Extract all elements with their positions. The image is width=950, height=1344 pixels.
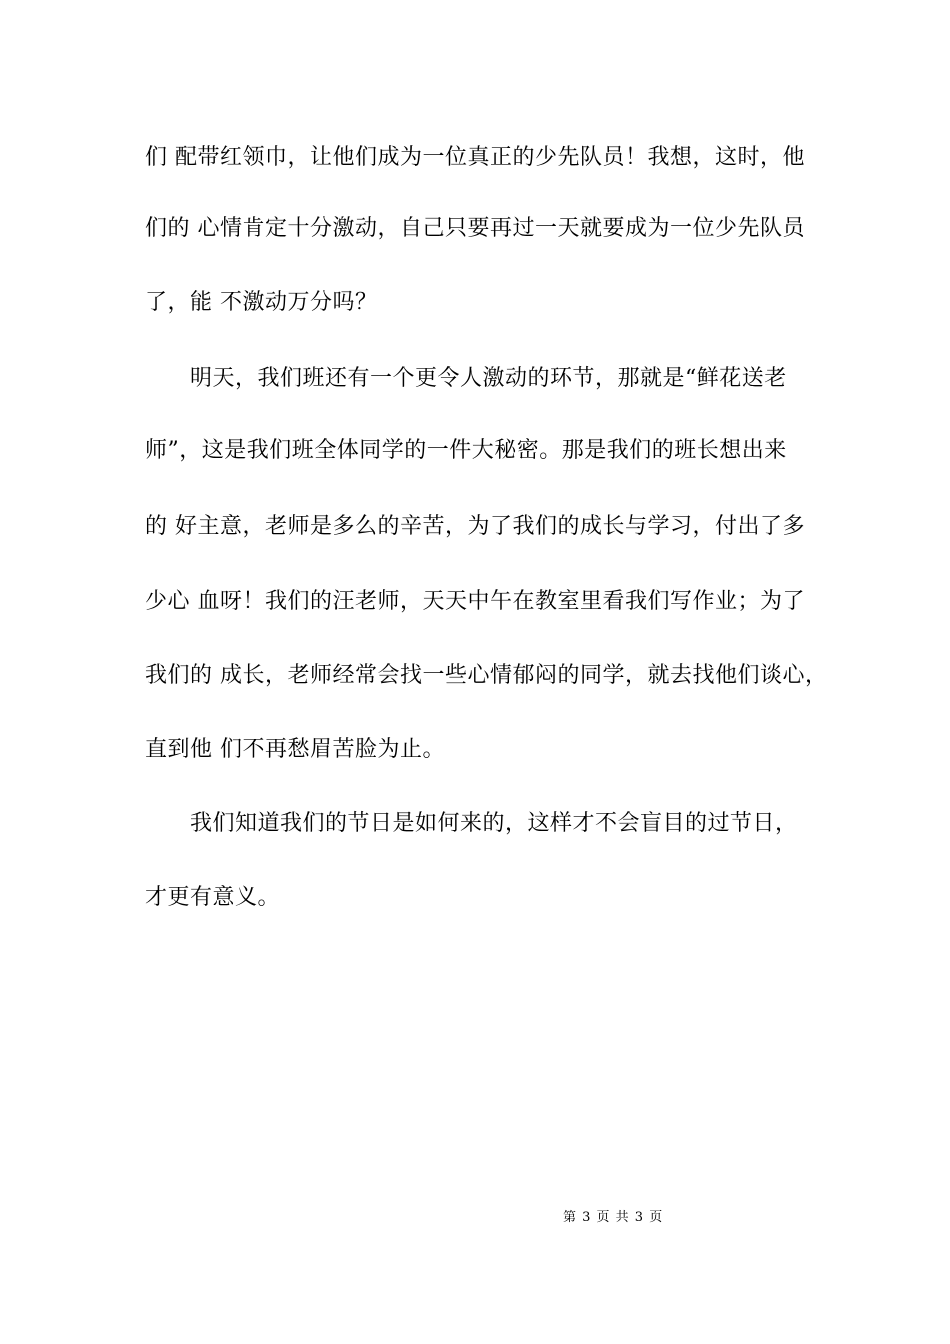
paragraph-line: 直到他 们不再愁眉苦脸为止。 [145,737,445,762]
paragraph-line: 才更有意义。 [145,885,281,910]
paragraph-line: 少心 血呀！我们的汪老师，天天中午在教室里看我们写作业；为了 [145,589,805,614]
paragraph-line: 的 好主意，老师是多么的辛苦，为了我们的成长与学习，付出了多 [145,514,805,539]
paragraph-line: 我们知道我们的节日是如何来的，这样才不会盲目的过节日， [190,811,798,836]
paragraph-line: 们的 心情肯定十分激动，自己只要再过一天就要成为一位少先队员 [145,216,805,241]
paragraph-line: 们 配带红领巾，让他们成为一位真正的少先队员！我想，这时，他 [145,145,805,170]
paragraph-line: 了，能 不激动万分吗？ [145,290,378,315]
paragraph-line: 师”，这是我们班全体同学的一件大秘密。那是我们的班长想出来 [145,438,787,463]
page-number-footer: 第 3 页 共 3 页 [563,1210,664,1225]
paragraph-line: 我们的 成长，老师经常会找一些心情郁闷的同学，就去找他们谈心， [145,663,828,688]
paragraph-line: 明天，我们班还有一个更令人激动的环节，那就是“鲜花送老 [190,366,787,391]
